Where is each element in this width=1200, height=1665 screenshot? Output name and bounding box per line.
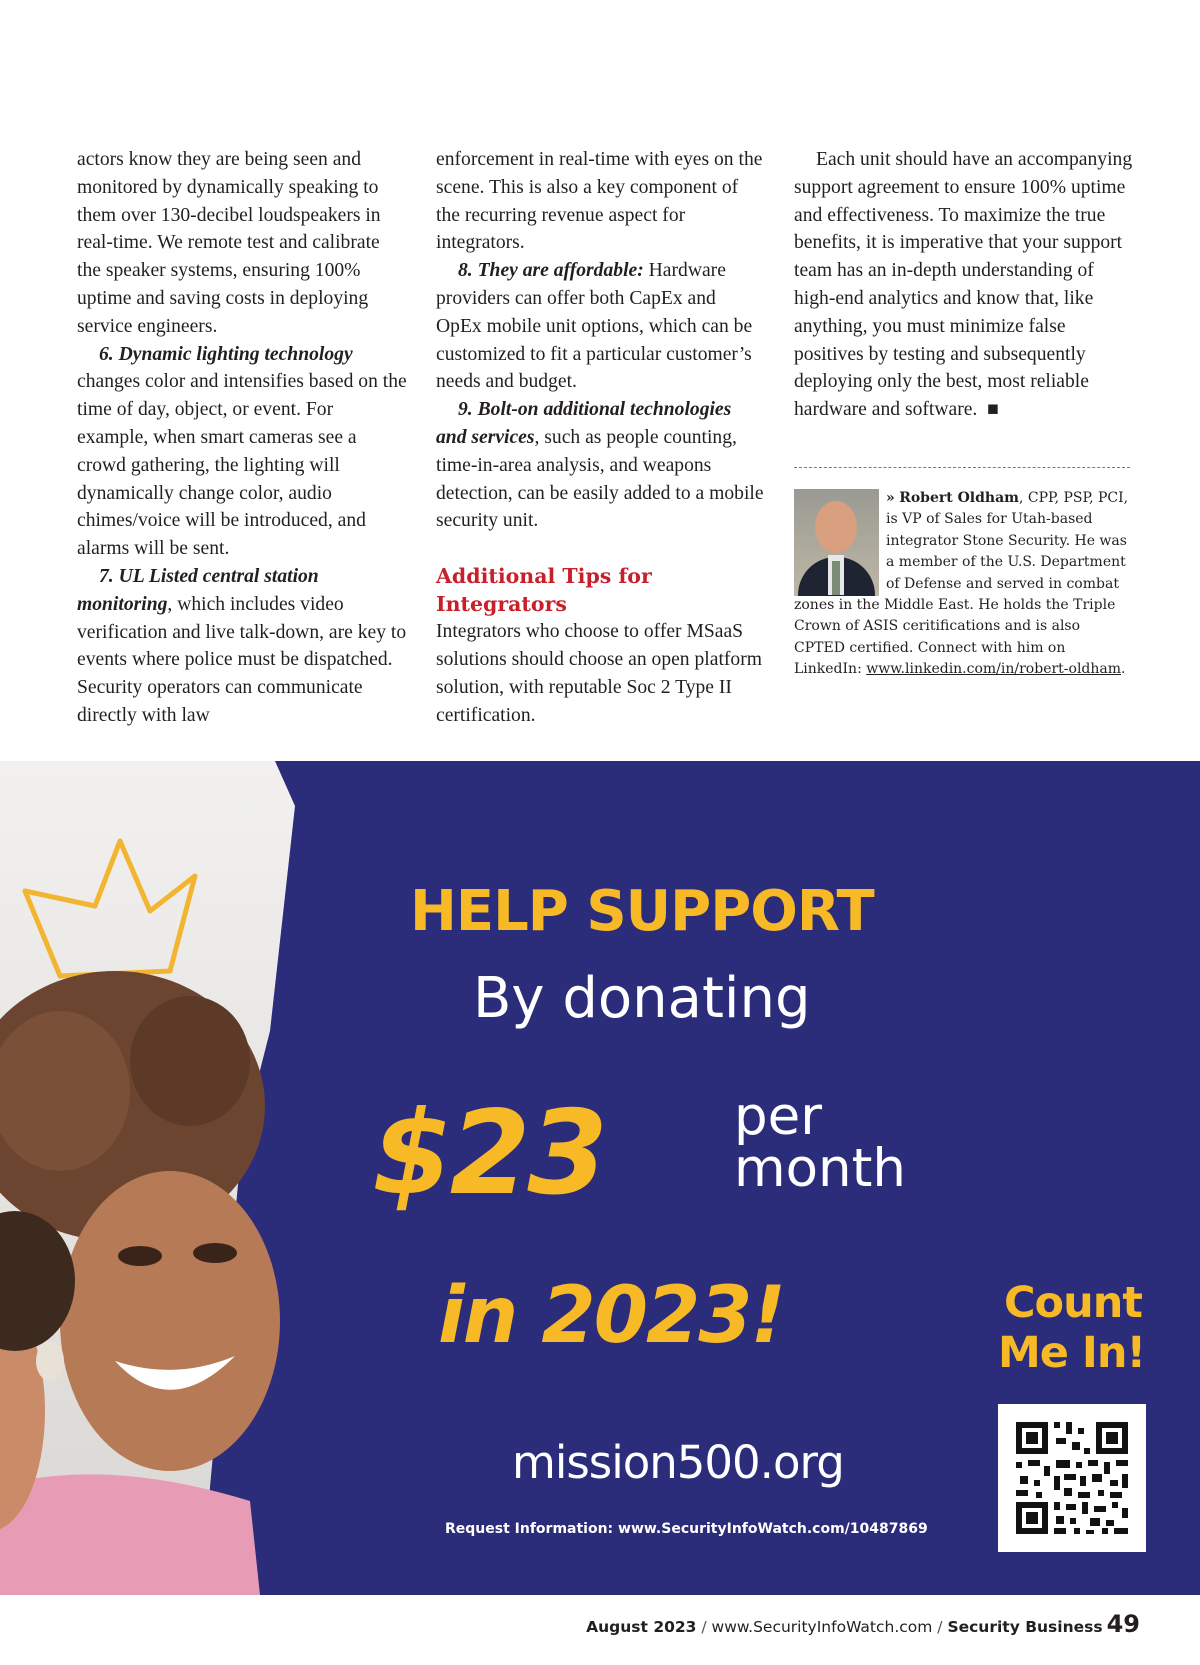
section-heading: Additional Tips for Integrators [436, 564, 652, 617]
ad-year: in 2023! [438, 1271, 785, 1361]
issue-date: August 2023 [586, 1618, 697, 1636]
author-linkedin-link[interactable]: www.linkedin.com/in/robert-oldham [866, 661, 1122, 678]
author-bio: » Robert Oldham, CPP, PSP, PCI, is VP of Sales for Utah-based integrator Stone Security. He was a member of the U.S. Department of Defense and served in combat zones in the Middle East. He holds the Triple Crown of ASIS ceritifications and is also CPTED certified. Connect with him on LinkedIn: www.linkedin.com/in/robert-oldham. [794, 490, 1129, 678]
ad-cta-line-1: Count [1004, 1278, 1142, 1328]
bio-divider [794, 467, 1130, 468]
ad-headline: HELP SUPPORT [410, 879, 874, 944]
paragraph: 9. Bolt-on additional technologies and services, such as people counting, time-in-area analysis, and weapons detection, can be easily added to a mobile security unit. [436, 399, 764, 532]
ad-month: month [734, 1138, 907, 1199]
paragraph: actors know they are being seen and monitored by dynamically speaking to them over 130-decibel loudspeakers in real-time. We remote test and calibrate the speaker systems, ensuring 100% uptime and saving costs in deploying service engineers. [77, 149, 381, 337]
paragraph: 7. UL Listed central station monitoring, which includes video verification and live talk-down, are key to events where police must be dispatched. Security operators can communicate directly with law [77, 565, 407, 726]
footer-website[interactable]: www.SecurityInfoWatch.com [711, 1618, 933, 1636]
ad-subline: By donating [473, 966, 811, 1031]
ad-amount: $23 [372, 1086, 606, 1221]
paragraph: Each unit should have an accompanying support agreement to ensure 100% uptime and effectiveness. To maximize the true benefits, it is imperative that your support team has an in-depth understanding of high-end analytics and know that, like anything, you must minimize false positives by testing and subsequently deploying only the best, most reliable hardware and software. ■ [794, 149, 1133, 421]
paragraph: 6. Dynamic lighting technology changes color and intensifies based on the time of day, object, or event. For example, when smart cameras see a crowd gathering, the lighting will dynamically change color, audio chimes/voice will be introduced, and alarms will be sent. [77, 343, 407, 560]
article-column-2 [436, 146, 766, 729]
article-column-3 [794, 146, 1134, 424]
qr-code-icon[interactable] [998, 1404, 1146, 1552]
ad-url[interactable]: mission500.org [512, 1436, 844, 1489]
author-name: Robert Oldham [899, 490, 1019, 506]
ad-per: per [734, 1086, 823, 1147]
paragraph: 8. They are affordable: Hardware providers can offer both CapEx and OpEx mobile unit options, which can be customized to fit a particular customer’s needs and budget. [436, 260, 753, 393]
paragraph: Integrators who choose to offer MSaaS solutions should choose an open platform solution, with reputable Soc 2 Type II certification. [436, 621, 762, 726]
page-footer: August 2023 / www.SecurityInfoWatch.com / Security Business 49 [586, 1610, 1140, 1638]
ad-cta-line-2: Me In! [998, 1328, 1146, 1378]
end-mark-icon: ■ [987, 399, 999, 421]
donation-ad[interactable] [0, 761, 1200, 1595]
magazine-name: Security Business [947, 1618, 1103, 1636]
page-number: 49 [1106, 1610, 1140, 1638]
paragraph: enforcement in real-time with eyes on the scene. This is also a key component of the recurring revenue aspect for integrators. [436, 149, 763, 254]
chevron-right-icon: » [886, 490, 895, 506]
article-column-1 [77, 146, 407, 730]
request-info-text[interactable]: Request Information: www.SecurityInfoWatch.com/10487869 [445, 1521, 928, 1537]
